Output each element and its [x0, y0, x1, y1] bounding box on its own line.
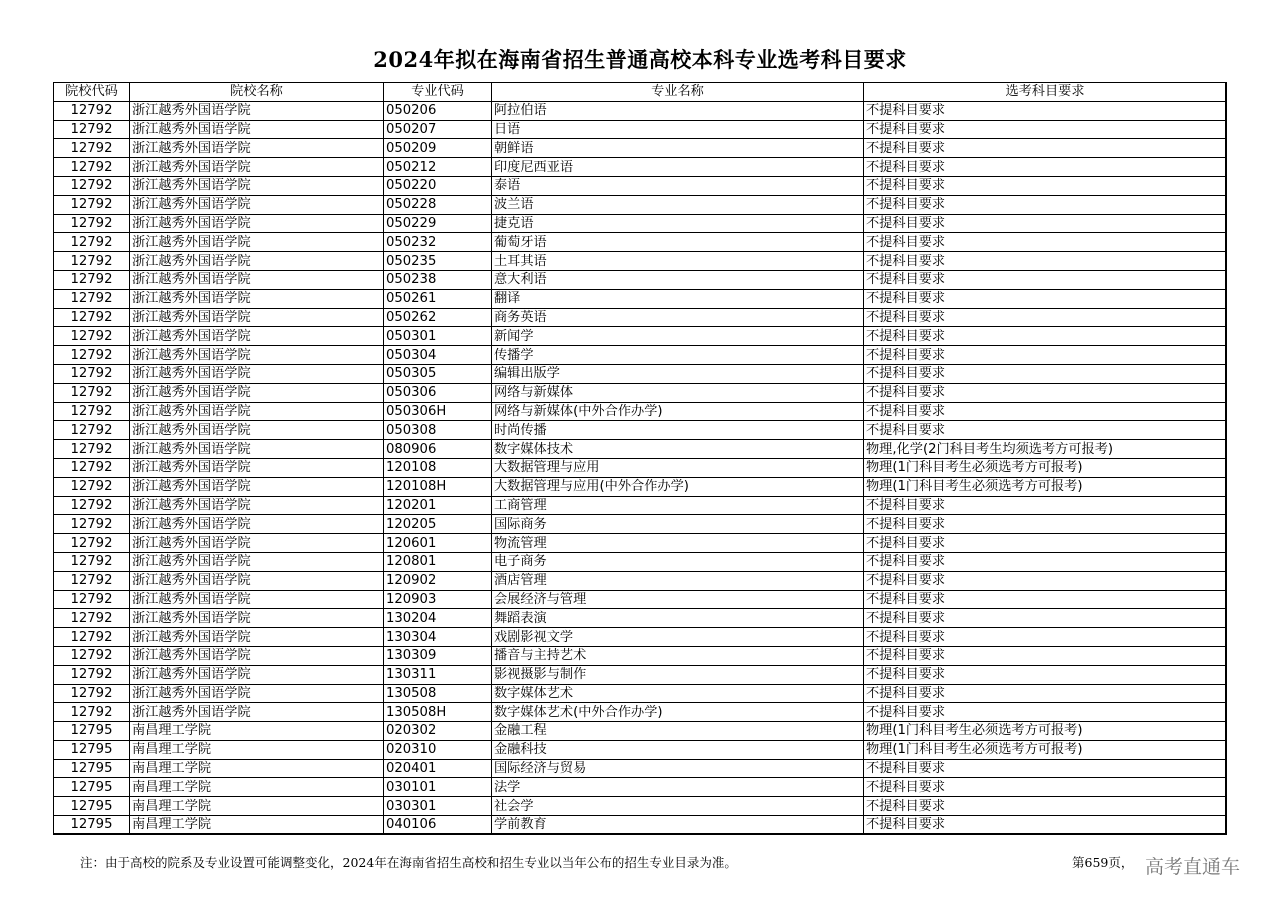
major-code-cell: 120903 [384, 590, 492, 609]
school-code-cell: 12792 [54, 120, 130, 139]
major-code-cell: 120205 [384, 515, 492, 534]
table-row [54, 214, 1227, 233]
school-name-cell: 浙江越秀外国语学院 [130, 590, 384, 609]
major-name-cell: 商务英语 [492, 308, 864, 327]
major-name-cell: 捷克语 [492, 214, 864, 233]
subject-requirement-cell: 不提科目要求 [864, 571, 1227, 590]
table-row [54, 703, 1227, 722]
major-code-cell: 080906 [384, 440, 492, 459]
subject-requirement-cell: 不提科目要求 [864, 778, 1227, 797]
major-code-cell: 050212 [384, 158, 492, 177]
major-name-cell: 舞蹈表演 [492, 609, 864, 628]
school-code-cell: 12792 [54, 402, 130, 421]
school-name-cell: 浙江越秀外国语学院 [130, 289, 384, 308]
major-name-cell: 葡萄牙语 [492, 233, 864, 252]
subject-requirement-cell: 不提科目要求 [864, 496, 1227, 515]
major-code-cell: 130311 [384, 665, 492, 684]
school-name-cell: 南昌理工学院 [130, 722, 384, 741]
major-name-cell: 会展经济与管理 [492, 590, 864, 609]
major-name-cell: 时尚传播 [492, 421, 864, 440]
school-name-cell: 浙江越秀外国语学院 [130, 214, 384, 233]
major-name-cell: 播音与主持艺术 [492, 646, 864, 665]
major-name-cell: 金融科技 [492, 740, 864, 759]
table-row [54, 628, 1227, 647]
header-school-name: 院校名称 [130, 83, 384, 102]
subject-requirement-cell: 不提科目要求 [864, 646, 1227, 665]
school-name-cell: 南昌理工学院 [130, 778, 384, 797]
major-name-cell: 传播学 [492, 346, 864, 365]
watermark: 高考直通车 [1143, 852, 1242, 879]
school-name-cell: 浙江越秀外国语学院 [130, 684, 384, 703]
table-row [54, 646, 1227, 665]
school-name-cell: 浙江越秀外国语学院 [130, 515, 384, 534]
major-code-cell: 050229 [384, 214, 492, 233]
school-code-cell: 12792 [54, 590, 130, 609]
school-name-cell: 浙江越秀外国语学院 [130, 496, 384, 515]
school-name-cell: 南昌理工学院 [130, 797, 384, 816]
school-name-cell: 浙江越秀外国语学院 [130, 383, 384, 402]
table-row [54, 571, 1227, 590]
table-row [54, 289, 1227, 308]
subject-requirement-cell: 不提科目要求 [864, 609, 1227, 628]
school-name-cell: 浙江越秀外国语学院 [130, 364, 384, 383]
table-row [54, 252, 1227, 271]
table-row [54, 477, 1227, 496]
school-code-cell: 12792 [54, 383, 130, 402]
school-code-cell: 12792 [54, 458, 130, 477]
school-code-cell: 12792 [54, 139, 130, 158]
table-row [54, 195, 1227, 214]
school-code-cell: 12792 [54, 176, 130, 195]
table-row [54, 176, 1227, 195]
school-code-cell: 12792 [54, 421, 130, 440]
subject-requirement-cell: 不提科目要求 [864, 665, 1227, 684]
school-name-cell: 浙江越秀外国语学院 [130, 646, 384, 665]
subject-requirement-cell: 不提科目要求 [864, 101, 1227, 120]
major-code-cell: 020302 [384, 722, 492, 741]
major-name-cell: 社会学 [492, 797, 864, 816]
subject-requirement-cell: 不提科目要求 [864, 120, 1227, 139]
subject-requirement-cell: 物理(1门科目考生必须选考方可报考) [864, 477, 1227, 496]
major-name-cell: 日语 [492, 120, 864, 139]
major-name-cell: 阿拉伯语 [492, 101, 864, 120]
table-row [54, 722, 1227, 741]
table-row [54, 740, 1227, 759]
school-code-cell: 12795 [54, 778, 130, 797]
school-code-cell: 12792 [54, 233, 130, 252]
table-row [54, 590, 1227, 609]
subject-requirement-cell: 不提科目要求 [864, 139, 1227, 158]
table-row [54, 778, 1227, 797]
subject-requirement-cell: 不提科目要求 [864, 816, 1227, 835]
school-name-cell: 浙江越秀外国语学院 [130, 571, 384, 590]
table-row [54, 515, 1227, 534]
school-code-cell: 12792 [54, 289, 130, 308]
major-code-cell: 120108 [384, 458, 492, 477]
school-name-cell: 浙江越秀外国语学院 [130, 440, 384, 459]
table-row [54, 308, 1227, 327]
table-row [54, 364, 1227, 383]
major-name-cell: 编辑出版学 [492, 364, 864, 383]
school-code-cell: 12792 [54, 364, 130, 383]
major-code-cell: 120201 [384, 496, 492, 515]
subject-requirement-cell: 不提科目要求 [864, 421, 1227, 440]
major-code-cell: 120108H [384, 477, 492, 496]
subject-requirement-cell: 不提科目要求 [864, 534, 1227, 553]
table-row [54, 458, 1227, 477]
subject-requirement-cell: 物理(1门科目考生必须选考方可报考) [864, 458, 1227, 477]
school-code-cell: 12795 [54, 816, 130, 835]
table-row [54, 816, 1227, 835]
subject-requirement-cell: 不提科目要求 [864, 703, 1227, 722]
school-code-cell: 12792 [54, 534, 130, 553]
school-name-cell: 浙江越秀外国语学院 [130, 421, 384, 440]
subject-requirement-cell: 不提科目要求 [864, 364, 1227, 383]
major-code-cell: 130204 [384, 609, 492, 628]
table-row [54, 440, 1227, 459]
major-code-cell: 050206 [384, 101, 492, 120]
school-name-cell: 浙江越秀外国语学院 [130, 233, 384, 252]
requirements-table [53, 82, 1227, 835]
major-code-cell: 050262 [384, 308, 492, 327]
major-name-cell: 网络与新媒体(中外合作办学) [492, 402, 864, 421]
school-name-cell: 南昌理工学院 [130, 759, 384, 778]
school-code-cell: 12792 [54, 158, 130, 177]
subject-requirement-cell: 物理,化学(2门科目考生均须选考方可报考) [864, 440, 1227, 459]
major-name-cell: 朝鲜语 [492, 139, 864, 158]
table-row [54, 139, 1227, 158]
major-code-cell: 050207 [384, 120, 492, 139]
table-row [54, 665, 1227, 684]
subject-requirement-cell: 不提科目要求 [864, 233, 1227, 252]
school-code-cell: 12795 [54, 722, 130, 741]
major-code-cell: 050304 [384, 346, 492, 365]
subject-requirement-cell: 不提科目要求 [864, 289, 1227, 308]
school-name-cell: 浙江越秀外国语学院 [130, 458, 384, 477]
subject-requirement-cell: 不提科目要求 [864, 383, 1227, 402]
major-name-cell: 大数据管理与应用(中外合作办学) [492, 477, 864, 496]
subject-requirement-cell: 不提科目要求 [864, 515, 1227, 534]
school-code-cell: 12792 [54, 552, 130, 571]
school-name-cell: 浙江越秀外国语学院 [130, 176, 384, 195]
subject-requirement-cell: 不提科目要求 [864, 590, 1227, 609]
major-code-cell: 050305 [384, 364, 492, 383]
major-name-cell: 酒店管理 [492, 571, 864, 590]
table-row [54, 346, 1227, 365]
school-code-cell: 12792 [54, 665, 130, 684]
major-code-cell: 020401 [384, 759, 492, 778]
footnote: 注：由于高校的院系及专业设置可能调整变化，2024年在海南省招生高校和招生专业以当年公布的招生专业目录为准。 [80, 855, 737, 870]
table-row [54, 797, 1227, 816]
table-row [54, 609, 1227, 628]
header-major-code: 专业代码 [384, 83, 492, 102]
major-code-cell: 050301 [384, 327, 492, 346]
subject-requirement-cell: 不提科目要求 [864, 252, 1227, 271]
school-name-cell: 浙江越秀外国语学院 [130, 158, 384, 177]
major-name-cell: 意大利语 [492, 270, 864, 289]
school-name-cell: 浙江越秀外国语学院 [130, 270, 384, 289]
school-code-cell: 12792 [54, 515, 130, 534]
school-name-cell: 浙江越秀外国语学院 [130, 327, 384, 346]
school-name-cell: 浙江越秀外国语学院 [130, 628, 384, 647]
school-name-cell: 浙江越秀外国语学院 [130, 477, 384, 496]
school-name-cell: 浙江越秀外国语学院 [130, 139, 384, 158]
major-name-cell: 戏剧影视文学 [492, 628, 864, 647]
table-row [54, 684, 1227, 703]
header-subject-requirement: 选考科目要求 [864, 83, 1227, 102]
major-name-cell: 物流管理 [492, 534, 864, 553]
subject-requirement-cell: 不提科目要求 [864, 759, 1227, 778]
school-name-cell: 浙江越秀外国语学院 [130, 552, 384, 571]
school-code-cell: 12792 [54, 628, 130, 647]
major-code-cell: 120902 [384, 571, 492, 590]
school-name-cell: 浙江越秀外国语学院 [130, 402, 384, 421]
subject-requirement-cell: 不提科目要求 [864, 270, 1227, 289]
table-row [54, 552, 1227, 571]
table-row [54, 327, 1227, 346]
subject-requirement-cell: 物理(1门科目考生必须选考方可报考) [864, 740, 1227, 759]
major-code-cell: 130508H [384, 703, 492, 722]
subject-requirement-cell: 不提科目要求 [864, 684, 1227, 703]
table-row [54, 421, 1227, 440]
school-name-cell: 浙江越秀外国语学院 [130, 120, 384, 139]
school-code-cell: 12795 [54, 797, 130, 816]
major-name-cell: 国际经济与贸易 [492, 759, 864, 778]
school-name-cell: 浙江越秀外国语学院 [130, 665, 384, 684]
table-header-row [54, 83, 1227, 102]
major-code-cell: 050235 [384, 252, 492, 271]
school-code-cell: 12792 [54, 646, 130, 665]
major-name-cell: 网络与新媒体 [492, 383, 864, 402]
major-name-cell: 大数据管理与应用 [492, 458, 864, 477]
table-row [54, 101, 1227, 120]
major-code-cell: 130304 [384, 628, 492, 647]
major-code-cell: 120601 [384, 534, 492, 553]
major-name-cell: 电子商务 [492, 552, 864, 571]
table-row [54, 402, 1227, 421]
major-code-cell: 020310 [384, 740, 492, 759]
page-number: 第659页， [1072, 855, 1134, 870]
school-name-cell: 南昌理工学院 [130, 816, 384, 835]
school-name-cell: 浙江越秀外国语学院 [130, 534, 384, 553]
school-code-cell: 12792 [54, 252, 130, 271]
major-name-cell: 翻译 [492, 289, 864, 308]
page-title: 2024年拟在海南省招生普通高校本科专业选考科目要求 [373, 47, 907, 72]
subject-requirement-cell: 不提科目要求 [864, 214, 1227, 233]
major-code-cell: 040106 [384, 816, 492, 835]
school-code-cell: 12795 [54, 759, 130, 778]
major-name-cell: 土耳其语 [492, 252, 864, 271]
subject-requirement-cell: 不提科目要求 [864, 628, 1227, 647]
major-name-cell: 数字媒体艺术 [492, 684, 864, 703]
table-row [54, 496, 1227, 515]
subject-requirement-cell: 物理(1门科目考生必须选考方可报考) [864, 722, 1227, 741]
school-name-cell: 南昌理工学院 [130, 740, 384, 759]
school-name-cell: 浙江越秀外国语学院 [130, 609, 384, 628]
major-code-cell: 050228 [384, 195, 492, 214]
major-name-cell: 新闻学 [492, 327, 864, 346]
table-body [54, 101, 1227, 834]
major-code-cell: 050308 [384, 421, 492, 440]
table-row [54, 759, 1227, 778]
major-name-cell: 法学 [492, 778, 864, 797]
major-code-cell: 050238 [384, 270, 492, 289]
school-name-cell: 浙江越秀外国语学院 [130, 703, 384, 722]
table-row [54, 158, 1227, 177]
school-code-cell: 12792 [54, 346, 130, 365]
school-code-cell: 12792 [54, 684, 130, 703]
school-code-cell: 12792 [54, 496, 130, 515]
school-code-cell: 12792 [54, 571, 130, 590]
school-name-cell: 浙江越秀外国语学院 [130, 252, 384, 271]
school-code-cell: 12792 [54, 327, 130, 346]
major-name-cell: 学前教育 [492, 816, 864, 835]
school-name-cell: 浙江越秀外国语学院 [130, 308, 384, 327]
major-code-cell: 050232 [384, 233, 492, 252]
table-row [54, 383, 1227, 402]
major-code-cell: 130309 [384, 646, 492, 665]
major-code-cell: 050306H [384, 402, 492, 421]
subject-requirement-cell: 不提科目要求 [864, 308, 1227, 327]
school-code-cell: 12792 [54, 308, 130, 327]
subject-requirement-cell: 不提科目要求 [864, 176, 1227, 195]
major-code-cell: 050209 [384, 139, 492, 158]
header-major-name: 专业名称 [492, 83, 864, 102]
table-row [54, 270, 1227, 289]
major-code-cell: 050220 [384, 176, 492, 195]
major-name-cell: 泰语 [492, 176, 864, 195]
table-row [54, 534, 1227, 553]
school-name-cell: 浙江越秀外国语学院 [130, 195, 384, 214]
major-name-cell: 数字媒体技术 [492, 440, 864, 459]
school-code-cell: 12792 [54, 477, 130, 496]
subject-requirement-cell: 不提科目要求 [864, 797, 1227, 816]
major-code-cell: 030301 [384, 797, 492, 816]
school-code-cell: 12792 [54, 101, 130, 120]
major-code-cell: 050261 [384, 289, 492, 308]
school-code-cell: 12792 [54, 270, 130, 289]
subject-requirement-cell: 不提科目要求 [864, 346, 1227, 365]
major-code-cell: 130508 [384, 684, 492, 703]
major-code-cell: 120801 [384, 552, 492, 571]
subject-requirement-cell: 不提科目要求 [864, 552, 1227, 571]
school-code-cell: 12795 [54, 740, 130, 759]
school-code-cell: 12792 [54, 609, 130, 628]
school-name-cell: 浙江越秀外国语学院 [130, 346, 384, 365]
subject-requirement-cell: 不提科目要求 [864, 195, 1227, 214]
school-code-cell: 12792 [54, 214, 130, 233]
subject-requirement-cell: 不提科目要求 [864, 158, 1227, 177]
school-code-cell: 12792 [54, 440, 130, 459]
major-name-cell: 金融工程 [492, 722, 864, 741]
major-code-cell: 050306 [384, 383, 492, 402]
school-code-cell: 12792 [54, 195, 130, 214]
school-name-cell: 浙江越秀外国语学院 [130, 101, 384, 120]
school-code-cell: 12792 [54, 703, 130, 722]
major-name-cell: 数字媒体艺术(中外合作办学) [492, 703, 864, 722]
subject-requirement-cell: 不提科目要求 [864, 327, 1227, 346]
header-school-code: 院校代码 [54, 83, 130, 102]
major-code-cell: 030101 [384, 778, 492, 797]
major-name-cell: 国际商务 [492, 515, 864, 534]
table-row [54, 120, 1227, 139]
major-name-cell: 波兰语 [492, 195, 864, 214]
subject-requirement-cell: 不提科目要求 [864, 402, 1227, 421]
major-name-cell: 工商管理 [492, 496, 864, 515]
major-name-cell: 影视摄影与制作 [492, 665, 864, 684]
table-row [54, 233, 1227, 252]
major-name-cell: 印度尼西亚语 [492, 158, 864, 177]
